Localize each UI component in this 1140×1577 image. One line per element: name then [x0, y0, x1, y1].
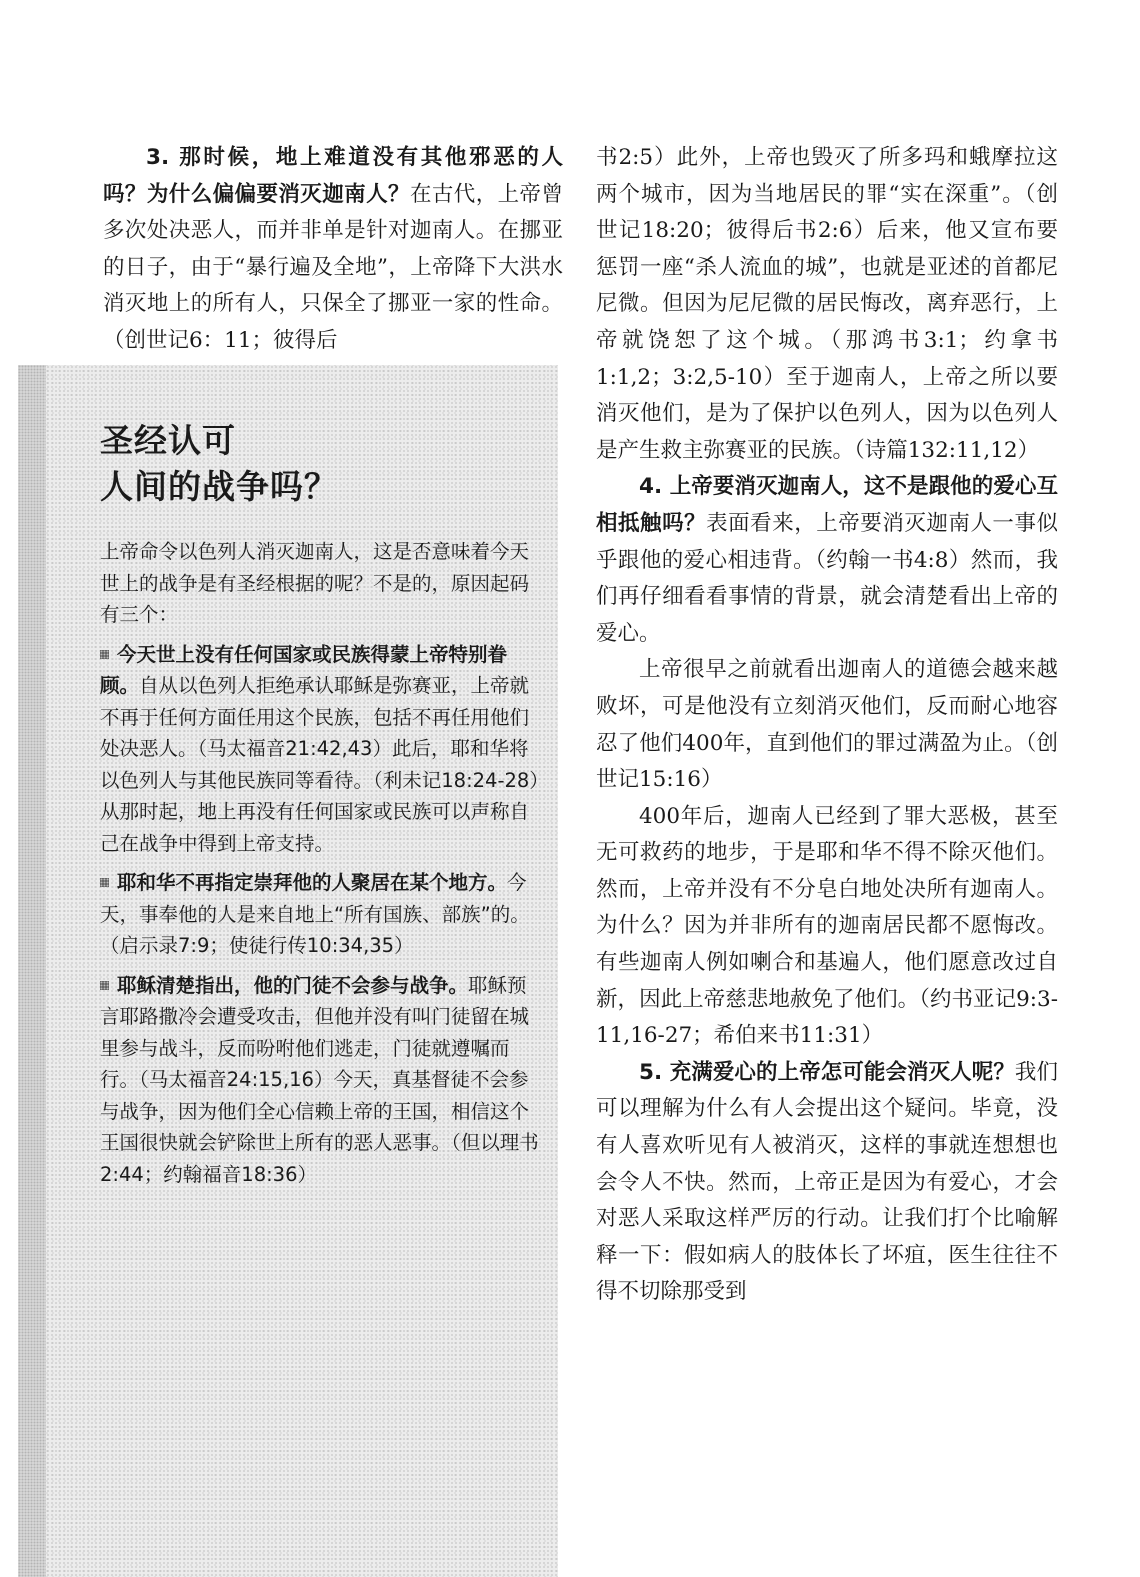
square-bullet-icon — [100, 878, 109, 887]
question-3-heading: 3. 那时候，地上难道没有其他邪恶的人吗？为什么偏偏要消灭迦南人？ — [103, 145, 563, 207]
sidebar-title-line1: 圣经认可 — [100, 421, 236, 460]
sidebar-point-2 — [100, 867, 540, 962]
right-column-article — [596, 140, 1058, 1311]
sidebar-point-lead: 耶稣清楚指出，他的门徒不会参与战争。 — [117, 973, 469, 997]
sidebar-content — [100, 418, 540, 1198]
question-5-text: 我们可以理解为什么有人会提出这个疑问。毕竟，没有人喜欢听见有人被消灭，这样的事就连想想也会令人不快。然而，上帝正是因为有爱心，才会对恶人采取这样严厉的行动。让我们打个比喻解释一下：假如病人的肢体长了坏疽，医生往往不得不切除那受到 — [596, 1059, 1058, 1305]
sidebar-point-lead: 今天世上没有任何国家或民族得蒙上帝特别眷顾。 — [100, 642, 508, 697]
question-4-heading: 4. 上帝要消灭迦南人，这不是跟他的爱心互相抵触吗？ — [596, 474, 1058, 536]
question-3-text: 在古代，上帝曾多次处决恶人，而并非单是针对迦南人。在挪亚的日子，由于“暴行遍及全地”，上帝降下大洪水消灭地上的所有人，只保全了挪亚一家的性命。（创世记6：11；彼得后 — [103, 181, 563, 353]
sidebar-stripe — [18, 365, 46, 1577]
sidebar-point-1 — [100, 639, 540, 860]
question-4-paragraph — [596, 469, 1058, 652]
sidebar-title-line2: 人间的战争吗？ — [100, 467, 338, 506]
sidebar-point-text: 耶稣预言耶路撒冷会遭受攻击，但他并没有叫门徒留在城里参与战斗，反而吩咐他们逃走，门徒就遵嘱而行。（马太福音24:15,16）今天，真基督徒不会参与战争，因为他们全心信赖上帝的王国，相信这个王国很快就会铲除世上所有的恶人恶事。（但以理书2:44；约翰福音18:36） — [100, 973, 539, 1186]
question-3-paragraph — [103, 140, 563, 360]
sidebar-intro: 上帝命令以色列人消灭迦南人，这是否意味着今天世上的战争是有圣经根据的呢？不是的，原因起码有三个： — [100, 540, 530, 626]
sidebar-point-3 — [100, 970, 540, 1191]
question-4-text: 表面看来，上帝要消灭迦南人一事似乎跟他的爱心相违背。（约翰一书4:8）然而，我们再仔细看看事情的背景，就会清楚看出上帝的爱心。 — [596, 510, 1058, 646]
right-paragraph-1: 书2:5）此外，上帝也毁灭了所多玛和蛾摩拉这两个城市，因为当地居民的罪“实在深重”。（创世记18:20；彼得后书2:6）后来，他又宣布要惩罚一座“杀人流血的城”，也就是亚述的首都尼尼微。但因为尼尼微的居民悔改，离弃恶行，上帝就饶恕了这个城。（那鸿书3:1；约拿书1:1,2；3:2,5-10）至于迦南人，上帝之所以要消灭他们，是为了保护以色列人，因为以色列人是产生救主弥赛亚的民族。（诗篇132:11,12） — [596, 145, 1058, 463]
question-5-paragraph — [596, 1055, 1058, 1311]
left-column-article — [103, 140, 563, 360]
square-bullet-icon — [100, 981, 109, 990]
square-bullet-icon — [100, 650, 109, 659]
sidebar-point-text: 今天，事奉他的人是来自地上“所有国族、部族”的。（启示录7:9；使徒行传10:34,35） — [100, 871, 530, 957]
sidebar-title — [100, 418, 540, 510]
sidebar-point-lead: 耶和华不再指定崇拜他的人聚居在某个地方。 — [117, 871, 508, 894]
right-paragraph-3: 400年后，迦南人已经到了罪大恶极，甚至无可救药的地步，于是耶和华不得不除灭他们。然而，上帝并没有不分皂白地处决所有迦南人。为什么？因为并非所有的迦南居民都不愿悔改。有些迦南人例如喇合和基遍人，他们愿意改过自新，因此上帝慈悲地赦免了他们。（约书亚记9:3-11,16-27；希伯来书11:31） — [596, 803, 1058, 1049]
right-paragraph-2: 上帝很早之前就看出迦南人的道德会越来越败坏，可是他没有立刻消灭他们，反而耐心地容忍了他们400年，直到他们的罪过满盈为止。（创世记15:16） — [596, 657, 1058, 793]
question-5-heading: 5. 充满爱心的上帝怎可能会消灭人呢？ — [639, 1059, 1015, 1085]
sidebar-point-text: 自从以色列人拒绝承认耶稣是弥赛亚，上帝就不再于任何方面任用这个民族，包括不再任用他们处决恶人。（马太福音21:42,43）此后，耶和华将以色列人与其他民族同等看待。（利未记18:24-28）从那时起，地上再没有任何国家或民族可以声称自己在战争中得到上帝支持。 — [100, 674, 540, 855]
